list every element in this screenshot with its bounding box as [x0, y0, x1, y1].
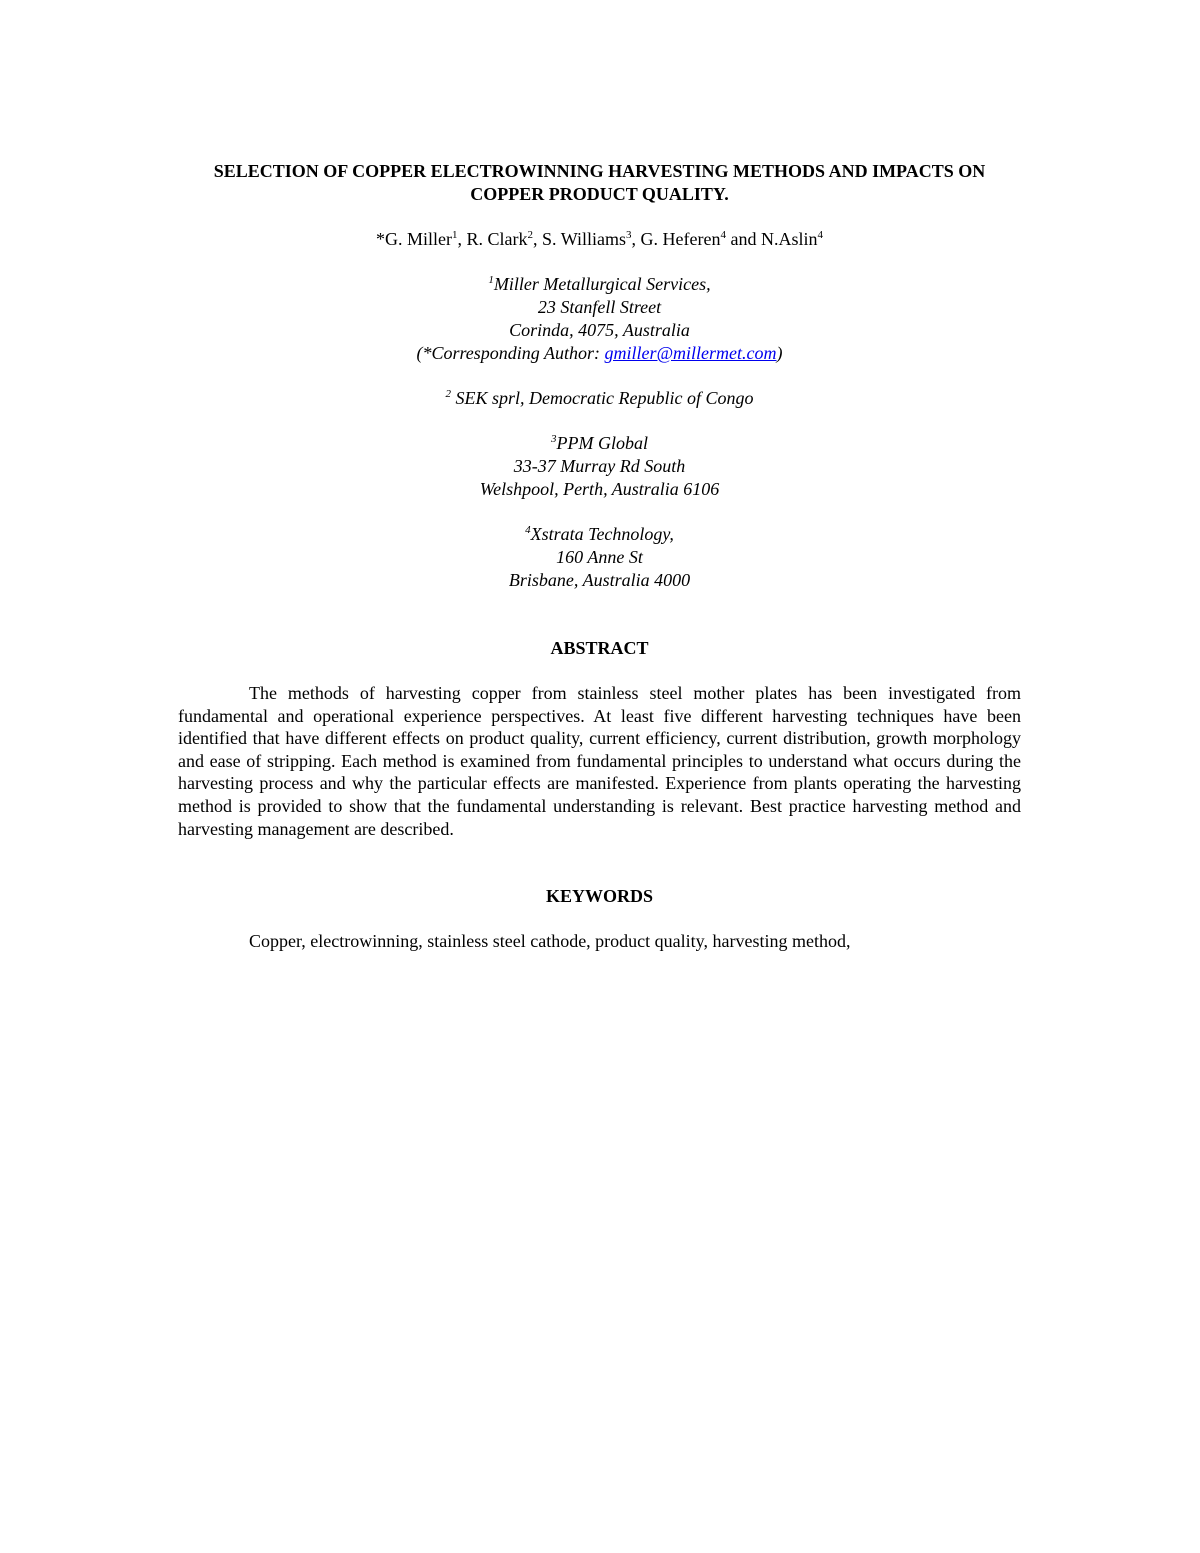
paper-title-line-2: COPPER PRODUCT QUALITY.: [470, 184, 729, 204]
paper-title: [178, 160, 1021, 206]
corresponding-author-line: (*Corresponding Author: gmiller@millermet.com): [416, 343, 783, 363]
author-affiliation-mark: 4: [720, 229, 726, 241]
author-name: G. Heferen: [640, 229, 721, 249]
affiliation-4: [178, 523, 1021, 592]
author-affiliation-mark: 2: [527, 229, 534, 241]
author-name: *G. Miller: [376, 229, 453, 249]
affiliation-line: 33-37 Murray Rd South: [513, 456, 686, 476]
affiliation-2: [178, 387, 1021, 410]
affiliation-mark: 4: [525, 524, 531, 536]
author-list: [178, 228, 1021, 251]
affiliation-mark: 2: [445, 388, 452, 400]
affiliation-line: $^1$Miller Metallurgical Services,: [488, 274, 711, 294]
abstract-heading: ABSTRACT: [550, 638, 649, 658]
abstract-body: The methods of harvesting copper from stainless steel mother plates has been investigated from fundamental and operational experience perspectives. At least five different harvesting techniques have been identified that have different effects on product quality, current efficiency, current distribution, growth morphology and ease of stripping. Each method is examined from fundamental principles to understand what occurs during the harvesting process and why the particular effects are manifested. Experience from plants operating the harvesting method is provided to show that the fundamental understanding is relevant. Best practice harvesting method and harvesting management are described.: [178, 683, 1021, 839]
affiliation-mark: 1: [488, 274, 494, 286]
author-name: S. Williams: [542, 229, 626, 249]
affiliation-line: $^3$PPM Global: [551, 433, 648, 453]
affiliation-line: $^4$Xstrata Technology,: [525, 524, 674, 544]
author-name: R. Clark: [466, 229, 528, 249]
author-email-link[interactable]: gmiller@millermet.com: [604, 343, 777, 363]
author-affiliation-mark: 4: [817, 229, 823, 241]
author-separator: ,: [457, 229, 467, 249]
affiliation-1: [178, 273, 1021, 365]
author-affiliation-mark: 3: [625, 229, 632, 241]
paper-page: [178, 160, 1021, 953]
author-name: N.Aslin: [760, 229, 818, 249]
paper-title-line-1: SELECTION OF COPPER ELECTROWINNING HARVESTING METHODS AND IMPACTS ON: [213, 161, 986, 181]
keywords-heading: KEYWORDS: [545, 886, 653, 907]
affiliation-line: Brisbane, Australia 4000: [508, 570, 691, 590]
affiliation-line: $^2$ SEK sprl, Democratic Republic of Congo: [445, 388, 754, 408]
keywords-body: Copper, electrowinning, stainless steel cathode, product quality, harvesting method,: [249, 931, 851, 952]
affiliation-line: 160 Anne St: [556, 547, 643, 567]
author-separator: ,: [533, 229, 543, 249]
author-separator: ,: [631, 229, 641, 249]
affiliation-3: [178, 432, 1021, 501]
affiliation-mark: 3: [551, 433, 557, 445]
affiliation-line: Corinda, 4075, Australia: [509, 320, 690, 340]
author-affiliation-mark: 1: [452, 229, 458, 241]
author-separator: and: [725, 229, 761, 249]
affiliation-line: Welshpool, Perth, Australia 6106: [479, 479, 720, 499]
affiliation-line: 23 Stanfell Street: [537, 297, 662, 317]
